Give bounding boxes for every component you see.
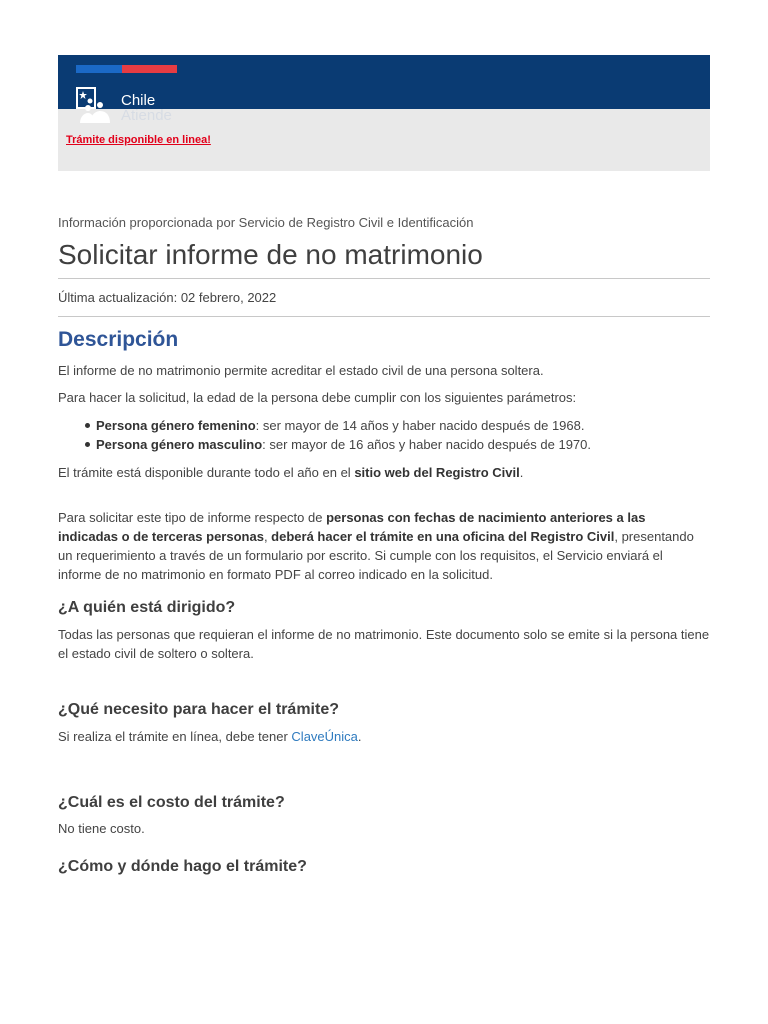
section-heading-como: ¿Cómo y dónde hago el trámite? [58,858,307,875]
paragraph: No tiene costo. [58,821,145,836]
last-updated: Última actualización: 02 febrero, 2022 [58,290,277,305]
online-procedure-link[interactable]: Trámite disponible en linea! [66,134,211,146]
list-item-text: : ser mayor de 14 años y haber nacido después de 1968. [255,418,585,433]
text-fragment: Si realiza el trámite en línea, debe tener [58,729,292,744]
divider [58,316,710,317]
flag-stripe [76,65,177,73]
text-fragment: . [519,465,524,480]
section-heading-necesito: ¿Qué necesito para hacer el trámite? [58,701,339,718]
divider [58,278,710,279]
paragraph [58,727,710,746]
section-heading-costo: ¿Cuál es el costo del trámite? [58,794,285,811]
paragraph [58,463,710,482]
flag-stripe-blue [76,65,122,73]
list-item-label: Persona género femenino [96,418,256,433]
flag-stripe-red [122,65,177,73]
list-item [96,416,591,435]
bold-text: personas con fechas de nacimiento anteriores a las indicadas o de terceras personas [58,510,646,544]
paragraph: Para hacer la solicitud, la edad de la persona debe cumplir con los siguientes parámetros: [58,390,577,405]
list-item-label: Persona género masculino [96,437,263,452]
brand-line1: Chile [121,92,156,109]
paragraph: El informe de no matrimonio permite acreditar el estado civil de una persona soltera. [58,363,544,378]
text-fragment: Para solicitar este tipo de informe respecto de [58,510,327,525]
list-item [96,435,591,454]
section-heading-descripcion: Descripción [58,328,179,351]
text-fragment: , presentando un requerimiento a través de un formulario por escrito. Si cumple con los requisitos, el Servicio enviará el informe de no matrimonio en formato PDF al correo indicado en la solicitud. [58,529,694,582]
bold-text: deberá hacer el trámite en una oficina del Registro Civil [271,529,615,544]
header-banner [58,55,710,171]
paragraph [58,508,708,584]
brand-line2: Atiende [121,107,172,124]
paragraph: Todas las personas que requieran el informe de no matrimonio. Este documento solo se emite si la persona tiene el estado civil de soltero o soltera. [58,627,710,661]
claveunica-link[interactable]: ClaveÚnica [291,729,358,744]
requirements-list [96,416,591,454]
provider-info: Información proporcionada por Servicio de Registro Civil e Identificación [58,215,474,230]
text-fragment: . [357,729,362,744]
list-item-text: : ser mayor de 16 años y haber nacido después de 1970. [262,437,591,452]
section-heading-dirigido: ¿A quién está dirigido? [58,599,236,616]
text-fragment: , [263,529,272,544]
registro-civil-web-link[interactable]: sitio web del Registro Civil [354,465,520,480]
page-title: Solicitar informe de no matrimonio [58,239,483,270]
text-fragment: El trámite está disponible durante todo el año en el [58,465,355,480]
header-bar [58,55,710,124]
chileatiende-logo-icon [76,87,114,123]
